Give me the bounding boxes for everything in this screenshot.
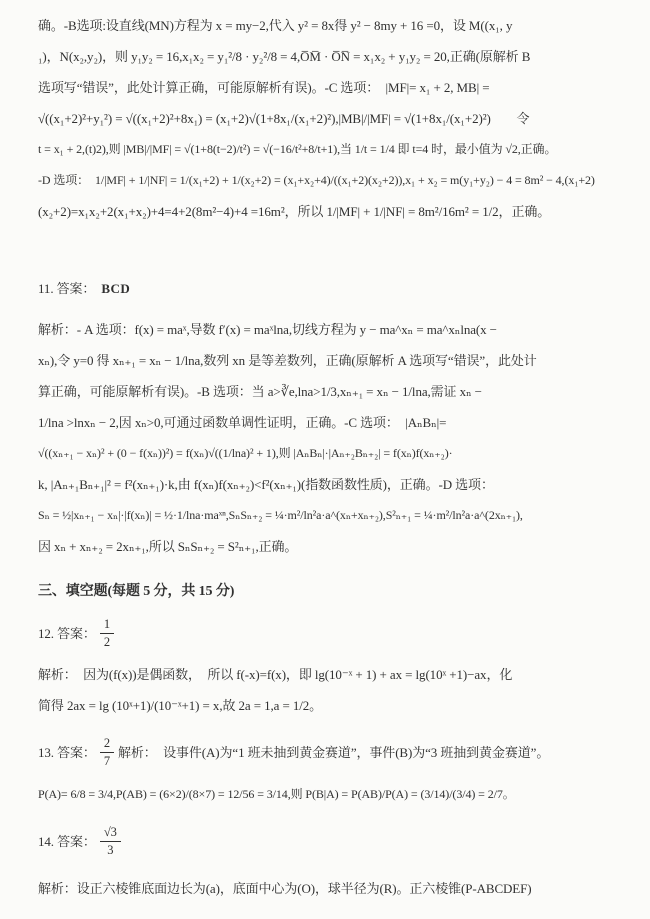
answer-fraction [100, 736, 114, 768]
analysis-inline-text: 解析： 设事件(A)为“1 班未抽到黄金赛道”，事件(B)为“3 班抽到黄金赛道”。 [117, 744, 550, 760]
answer-fraction [100, 617, 114, 649]
solution-line: 解析：- A 选项：f(x) = maˣ,导数 f′(x) = maˣlna,切线方程为 y − ma^xₙ = ma^xₙlna(x − [38, 322, 497, 337]
answer-label: 14. 答案： [38, 833, 96, 849]
answer-row-q13 [38, 731, 616, 773]
solution-line: t = x₁ + 2,(t)2),则 |MB|/|MF| = √(1+8(t−2)/t²) = √(−16/t²+8/t+1),当 1/t = 1/4 即 t=4 时，最小值为 √2,正确。 [38, 142, 557, 156]
solution-line: 选项写“错误”，此处计算正确，可能原解析有误)。-C 选项： |MF|= x₁ + 2, MB| = [38, 80, 490, 95]
answer-row-q11 [38, 273, 616, 304]
solution-line: ₁)，N(x₂,y₂)，则 y₁y₂ = 16,x₁x₂ = y₁²/8 · y₂²/8 = 4,O̅M̅ · O̅N̅ = x₁x₂ + y₁y₂ = 20,正确(原解析 B [38, 49, 531, 64]
paragraph-solution-10 [38, 10, 616, 227]
solution-line: k, |Aₙ₊₁Bₙ₊₁|² = f²(xₙ₊₁)·k,由 f(xₙ)f(xₙ₊₂)<f²(xₙ₊₁)(指数函数性质)，正确。-D 选项： [38, 477, 494, 492]
fraction-denominator: 7 [103, 753, 110, 768]
solution-line: 算正确，可能原解析有误)。-B 选项：当 a>∛e,lna>1/3,xₙ₊₁ = xₙ − 1/lna,需证 xₙ − [38, 384, 482, 399]
fraction-denominator: 3 [107, 842, 114, 857]
answer-fraction [100, 825, 121, 857]
fraction-numerator: 2 [100, 736, 114, 752]
answer-row-q14 [38, 817, 616, 865]
solution-line: P(A)= 6/8 = 3/4,P(AB) = (6×2)/(8×7) = 12/56 = 3/14,则 P(B|A) = P(AB)/P(A) = (3/14)/(3/4) = 2/7。 [38, 787, 515, 801]
solution-line: √((xₙ₊₁ − xₙ)² + (0 − f(xₙ))²) = f(xₙ)√((1/lna)² + 1),则 |AₙBₙ|·|Aₙ₊₂Bₙ₊₂| = f(xₙ)f(xₙ₊₂)· [38, 446, 453, 460]
answer-row-q12 [38, 609, 616, 657]
solution-line: xₙ),令 y=0 得 xₙ₊₁ = xₙ − 1/lna,数列 xn 是等差数列，正确(原解析 A 选项写“错误”，此处计 [38, 353, 537, 368]
solution-line: Sₙ = ½|xₙ₊₁ − xₙ|·|f(xₙ)| = ½·1/lna·maˣⁿ,SₙSₙ₊₂ = ¼·m²/ln²a·a^(xₙ+xₙ₊₂),S²ₙ₊₁ = ¼·m²/ln²a·a^(2xₙ₊₁), [38, 508, 523, 522]
solution-line: -D 选项： 1/|MF| + 1/|NF| = 1/(x₁+2) + 1/(x₂+2) = (x₁+x₂+4)/((x₁+2)(x₂+2)),x₁ + x₂ = m(y₁+y₂) − 4 = 8m² − 4,(x₁+2) [38, 173, 595, 187]
solution-line: 1/lna >lnxₙ − 2,因 xₙ>0,可通过函数单调性证明，正确。-C 选项： |AₙBₙ|= [38, 415, 447, 430]
answer-value: BCD [101, 281, 131, 296]
solution-line: 简得 2ax = lg (10ˣ+1)/(10⁻ˣ+1) = x,故 2a = 1,a = 1/2。 [38, 698, 323, 713]
fraction-denominator: 2 [103, 634, 110, 649]
fraction-numerator: 1 [100, 617, 114, 633]
fraction-numerator: √3 [100, 825, 121, 841]
solution-line: 解析： 因为(f(x))是偶函数， 所以 f(-x)=f(x)，即 lg(10⁻ˣ + 1) + ax = lg(10ˣ +1)−ax，化 [38, 667, 513, 682]
answer-label: 11. 答案： [38, 281, 96, 296]
paragraph-solution-11 [38, 314, 616, 562]
solution-line: (x₂+2)=x₁x₂+2(x₁+x₂)+4=4+2(8m²−4)+4 =16m²，所以 1/|MF| + 1/|NF| = 8m²/16m² = 1/2，正确。 [38, 204, 551, 219]
solution-line: 确。-B选项:设直线(MN)方程为 x = my−2,代入 y² = 8x得 y² − 8my + 16 =0，设 M((x₁, y [38, 18, 513, 33]
solution-line: 因 xₙ + xₙ₊₂ = 2xₙ₊₁,所以 SₙSₙ₊₂ = S²ₙ₊₁,正确。 [38, 539, 298, 554]
solution-line: 解析：设正六棱锥底面边长为(a)，底面中心为(O)，球半径为(R)。正六棱锥(P-ABCDEF) [38, 881, 532, 896]
solution-line: √((x₁+2)²+y₁²) = √((x₁+2)²+8x₁) = (x₁+2)√(1+8x₁/(x₁+2)²),|MB|/|MF| = √(1+8x₁/(x₁+2)²) 令 [38, 111, 530, 126]
answer-label: 12. 答案： [38, 625, 96, 641]
paragraph-solution-12 [38, 659, 616, 721]
answer-label: 13. 答案： [38, 744, 96, 760]
section-heading-fill-in: 三、填空题(每题 5 分，共 15 分) [38, 584, 235, 599]
